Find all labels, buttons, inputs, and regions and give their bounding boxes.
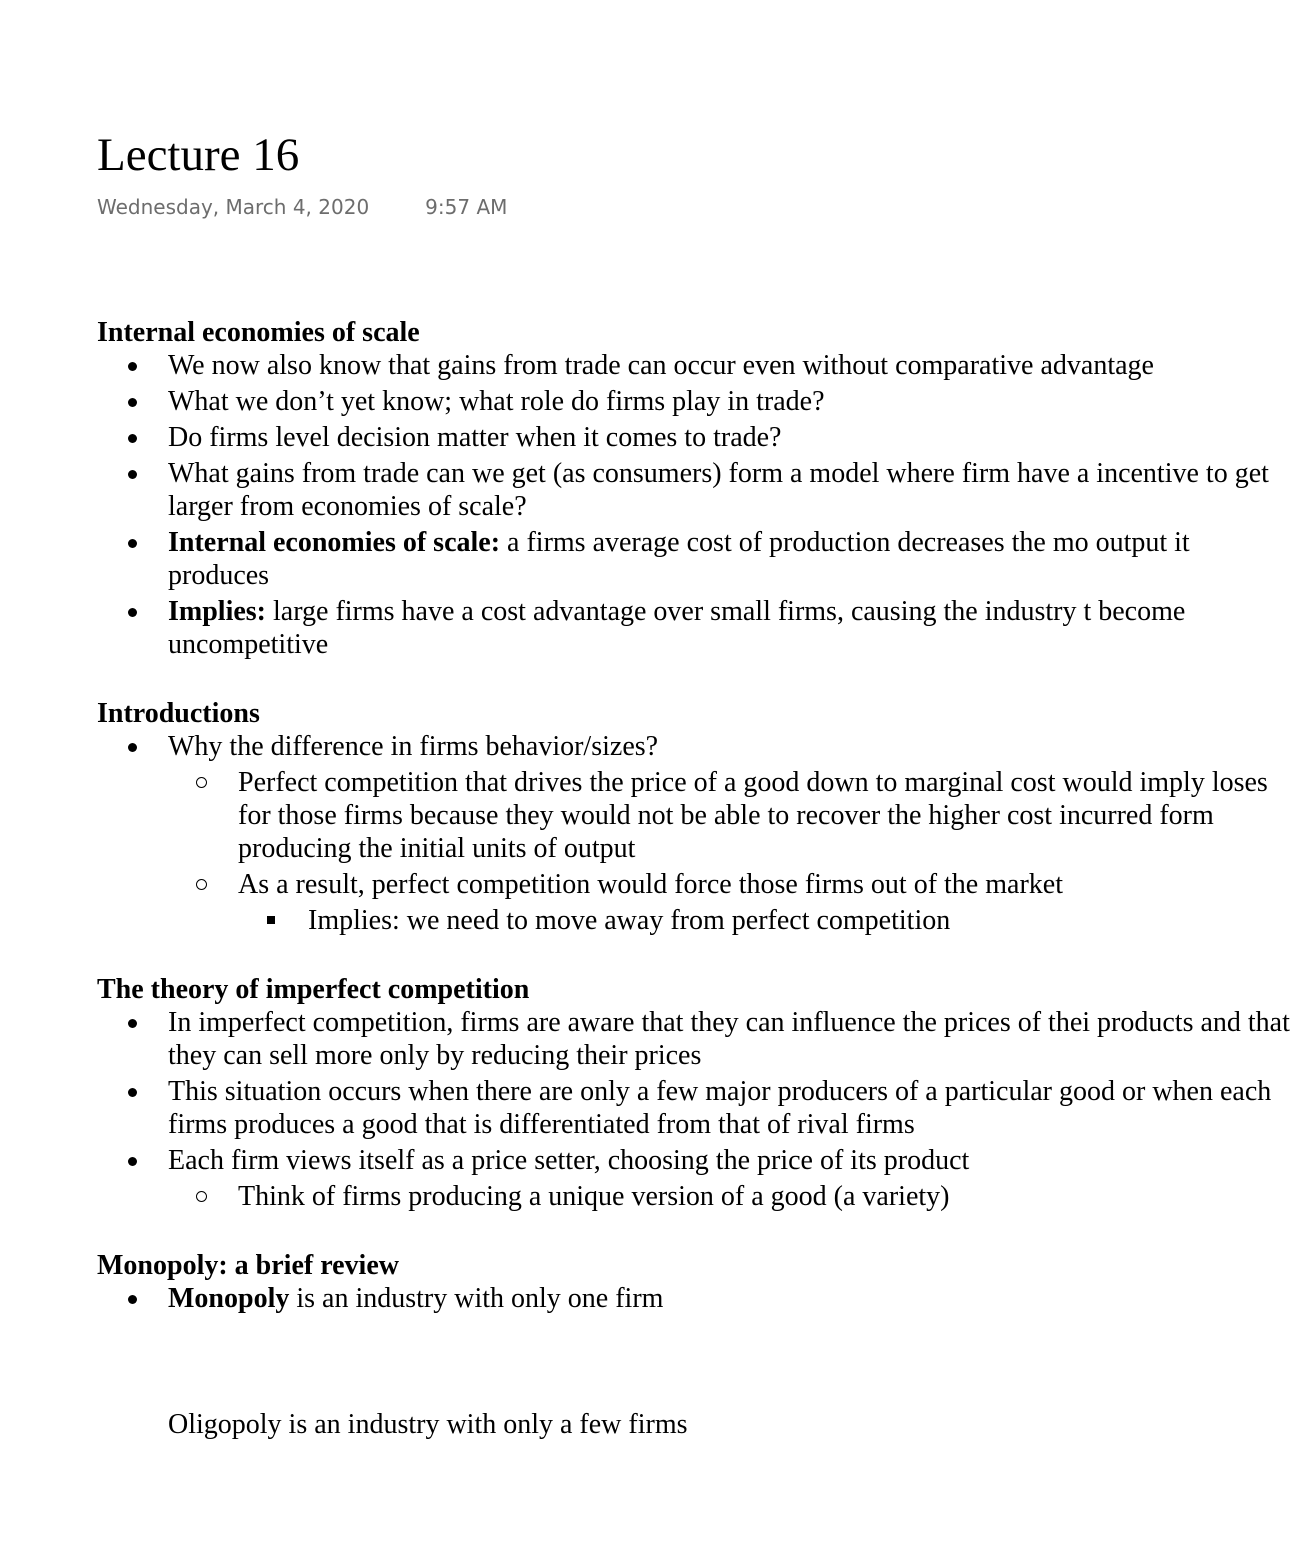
bullet-item — [97, 904, 1297, 937]
bullet-item — [97, 457, 1297, 523]
bullet-body-text: In imperfect competition, firms are aware that they can influence the prices of thei products and that they can sell more only by reducing their prices — [168, 1007, 1290, 1071]
note-body — [97, 316, 1297, 1351]
bullet-item — [97, 349, 1297, 382]
bullet-item — [97, 730, 1297, 763]
section — [97, 316, 1297, 664]
section — [97, 1249, 1297, 1318]
bullet-text — [168, 385, 1297, 418]
bullet-body-text: As a result, perfect competition would force those firms out of the market — [238, 869, 1063, 900]
bold-term: Internal economies of scale: — [168, 527, 501, 558]
bullet-text — [168, 1144, 1297, 1177]
bullet-text — [168, 1075, 1297, 1141]
bullet-item — [97, 385, 1297, 418]
bullet-text — [168, 349, 1297, 382]
section-heading: The theory of imperfect competition — [97, 974, 530, 1005]
section — [97, 973, 1297, 1216]
bullet-text — [238, 766, 1297, 865]
bullet-text — [168, 1282, 1297, 1315]
bold-term: Implies: — [168, 596, 266, 627]
bullet-body-text: large firms have a cost advantage over small firms, causing the industry t become uncompetitive — [168, 596, 1186, 660]
section-heading: Introductions — [97, 698, 260, 729]
bullet-body-text: Think of firms producing a unique version of a good (a variety) — [238, 1181, 950, 1212]
bullet-item — [97, 868, 1297, 901]
bullet-body-text: Each firm views itself as a price setter, choosing the price of its product — [168, 1145, 970, 1176]
bullet-text — [168, 457, 1297, 523]
page-meta — [97, 193, 507, 221]
bullet-item — [97, 766, 1297, 865]
section-heading: Monopoly: a brief review — [97, 1250, 399, 1281]
bullet-text — [308, 904, 1297, 937]
bullet-item — [97, 1144, 1297, 1177]
bullet-body-text: What we don’t yet know; what role do firms play in trade? — [168, 386, 825, 417]
bullet-text — [168, 526, 1297, 592]
bold-term: Monopoly — [168, 1283, 290, 1314]
bullet-body-text: a firms average cost of production decreases the mo output it produces — [168, 527, 1190, 591]
bullet-item — [97, 595, 1297, 661]
section — [97, 697, 1297, 940]
bullet-body-text: Perfect competition that drives the price of a good down to marginal cost would imply loses for those firms because they would not be able to recover the higher cost incurred form producing the initial units of output — [238, 767, 1268, 864]
bullet-body-text: What gains from trade can we get (as consumers) form a model where firm have a incentive to get larger from economies of scale? — [168, 458, 1269, 522]
bullet-text — [168, 595, 1297, 661]
page-title: Lecture 16 — [97, 129, 300, 181]
bullet-item — [97, 1180, 1297, 1213]
cut-off-line — [168, 1409, 688, 1440]
bullet-body-text: Why the difference in firms behavior/sizes? — [168, 731, 659, 762]
bullet-text — [168, 730, 1297, 763]
bullet-item — [97, 1075, 1297, 1141]
bullet-body-text: Implies: we need to move away from perfect competition — [308, 905, 951, 936]
page-date: Wednesday, March 4, 2020 — [97, 195, 370, 219]
bullet-text — [238, 1180, 1297, 1213]
bullet-item — [97, 1282, 1297, 1315]
bullet-item — [97, 1006, 1297, 1072]
section-heading: Internal economies of scale — [97, 317, 420, 348]
bullet-item — [97, 526, 1297, 592]
page-time: 9:57 AM — [425, 195, 508, 219]
bullet-body-text: We now also know that gains from trade can occur even without comparative advantage — [168, 350, 1154, 381]
cut-off-text: Oligopoly is an industry with only a few firms — [168, 1409, 688, 1440]
bullet-text — [168, 421, 1297, 454]
bullet-text — [238, 868, 1297, 901]
bullet-body-text: is an industry with only one firm — [289, 1283, 664, 1314]
bullet-body-text: Do firms level decision matter when it comes to trade? — [168, 422, 782, 453]
bullet-body-text: This situation occurs when there are only a few major producers of a particular good or when each firms produces a good that is differentiated from that of rival firms — [168, 1076, 1272, 1140]
bullet-text — [168, 1006, 1297, 1072]
bullet-item — [97, 421, 1297, 454]
